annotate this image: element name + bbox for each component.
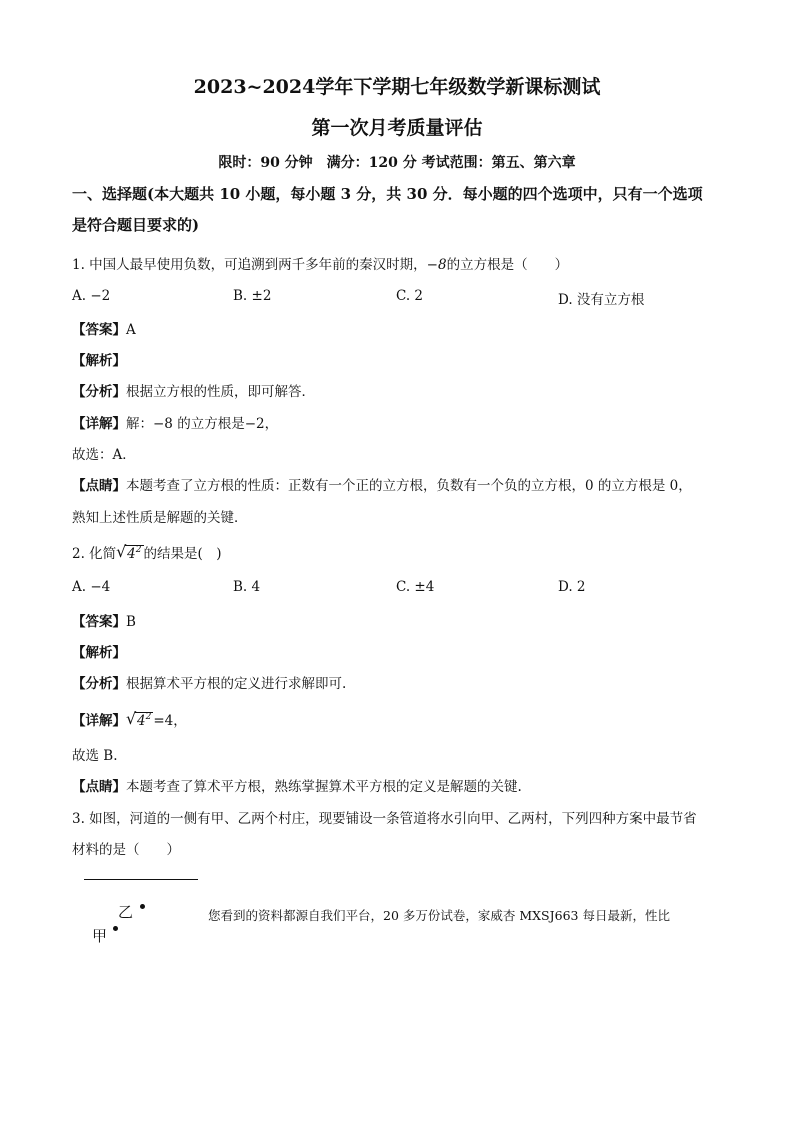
q2-option-c: C. ±4 <box>396 579 435 595</box>
q2-comment-tag: 【点睛】 <box>72 779 126 795</box>
q2-stem <box>72 542 222 562</box>
q1-analysis-tag: 【解析】 <box>72 353 126 369</box>
q2-fenxi-tag: 【分析】 <box>72 676 126 692</box>
q2-detail-text: =4， <box>153 713 187 729</box>
q1-option-a: A. −2 <box>72 288 111 304</box>
q1-answer-tag: 【答案】 <box>72 322 126 338</box>
village-jia-dot <box>113 926 118 931</box>
q3-stem-line1: 3. 如图，河道的一侧有甲、乙两个村庄，现要铺设一条管道将水引向甲、乙两村，下列四种方案中最节省 <box>72 811 697 827</box>
q2-option-a: A. −4 <box>72 579 111 595</box>
q2-option-d: D. 2 <box>558 579 586 595</box>
q1-comment <box>72 474 692 494</box>
q1-option-b: B. ±2 <box>233 288 272 304</box>
q2-detail-tag: 【详解】 <box>72 713 126 729</box>
q1-stem-text: 1. 中国人最早使用负数，可追溯到两千多年前的秦汉时期， <box>72 257 427 273</box>
q2-comment <box>72 775 522 795</box>
section-heading-line2: 是符合题目要求的) <box>72 216 200 234</box>
q2-stem-text: 2. 化简 <box>72 546 117 562</box>
village-yi-dot <box>140 904 145 909</box>
q1-answer <box>72 318 136 338</box>
village-jia-label: 甲 <box>92 927 108 945</box>
q1-stem <box>72 253 568 273</box>
q2-stem-tail: 的结果是( ) <box>143 546 222 562</box>
q1-detail-tag: 【详解】 <box>72 416 126 432</box>
q1-comment-line2: 熟知上述性质是解题的关键． <box>72 510 248 526</box>
q1-fenxi <box>72 380 315 400</box>
q2-analysis-tag: 【解析】 <box>72 645 126 661</box>
q2-detail-sqrt: √ $4^2$ <box>126 709 152 729</box>
section-heading-line1: 一、选择题(本大题共 10 小题，每小题 3 分，共 30 分．每小题的四个选项中，只有一个选项 <box>72 185 703 203</box>
q2-answer-value: B <box>126 614 136 630</box>
q2-option-b: B. 4 <box>233 579 261 595</box>
q2-radicand: 4 <box>127 546 136 562</box>
q1-fenxi-tag: 【分析】 <box>72 384 126 400</box>
exam-title: 2023~2024学年下学期七年级数学新课标测试 <box>193 76 601 98</box>
village-yi-label: 乙 <box>118 903 134 921</box>
q1-stem-tail: 的立方根是（ ） <box>446 257 569 273</box>
q1-comment-tag: 【点睛】 <box>72 478 126 494</box>
q1-answer-value: A <box>126 322 136 338</box>
q2-comment-text: 本题考查了算术平方根，熟练掌握算术平方根的定义是解题的关键. <box>126 779 522 795</box>
river-line <box>84 879 198 880</box>
q2-exponent: 2 <box>135 545 142 555</box>
q1-detail <box>72 412 278 432</box>
exam-meta: 限时：90 分钟 满分：120 分 考试范围：第五、第六章 <box>218 155 576 171</box>
q2-choice: 故选 B. <box>72 748 118 764</box>
q1-comment-text: 本题考查了立方根的性质：正数有一个正的立方根，负数有一个负的立方根，0 的立方根是 0， <box>126 478 692 494</box>
q2-detail-radicand: 4 <box>137 713 146 729</box>
exam-subtitle: 第一次月考质量评估 <box>311 117 483 139</box>
q2-fenxi <box>72 672 346 692</box>
q2-answer-tag: 【答案】 <box>72 614 126 630</box>
q1-fenxi-text: 根据立方根的性质，即可解答． <box>126 384 315 400</box>
q2-answer <box>72 610 136 630</box>
q1-option-d: D. 没有立方根 <box>558 292 645 308</box>
q2-sqrt: √ $4^2$ <box>116 542 142 562</box>
q1-option-c: C. 2 <box>396 288 424 304</box>
q2-fenxi-text: 根据算术平方根的定义进行求解即可. <box>126 676 347 692</box>
q1-stem-math: −8 <box>426 257 447 273</box>
q1-detail-text: 解：−8 的立方根是−2， <box>126 416 279 432</box>
q2-detail-exponent: 2 <box>145 712 152 722</box>
q1-choice: 故选：A． <box>72 447 136 463</box>
watermark-text: 您看到的资料都源自我们平台，20 多万份试卷，家威杏 MXSJ663 每日最新，性比 <box>208 908 670 923</box>
q2-detail <box>72 709 187 729</box>
q3-stem-line2: 材料的是（ ） <box>72 842 180 858</box>
